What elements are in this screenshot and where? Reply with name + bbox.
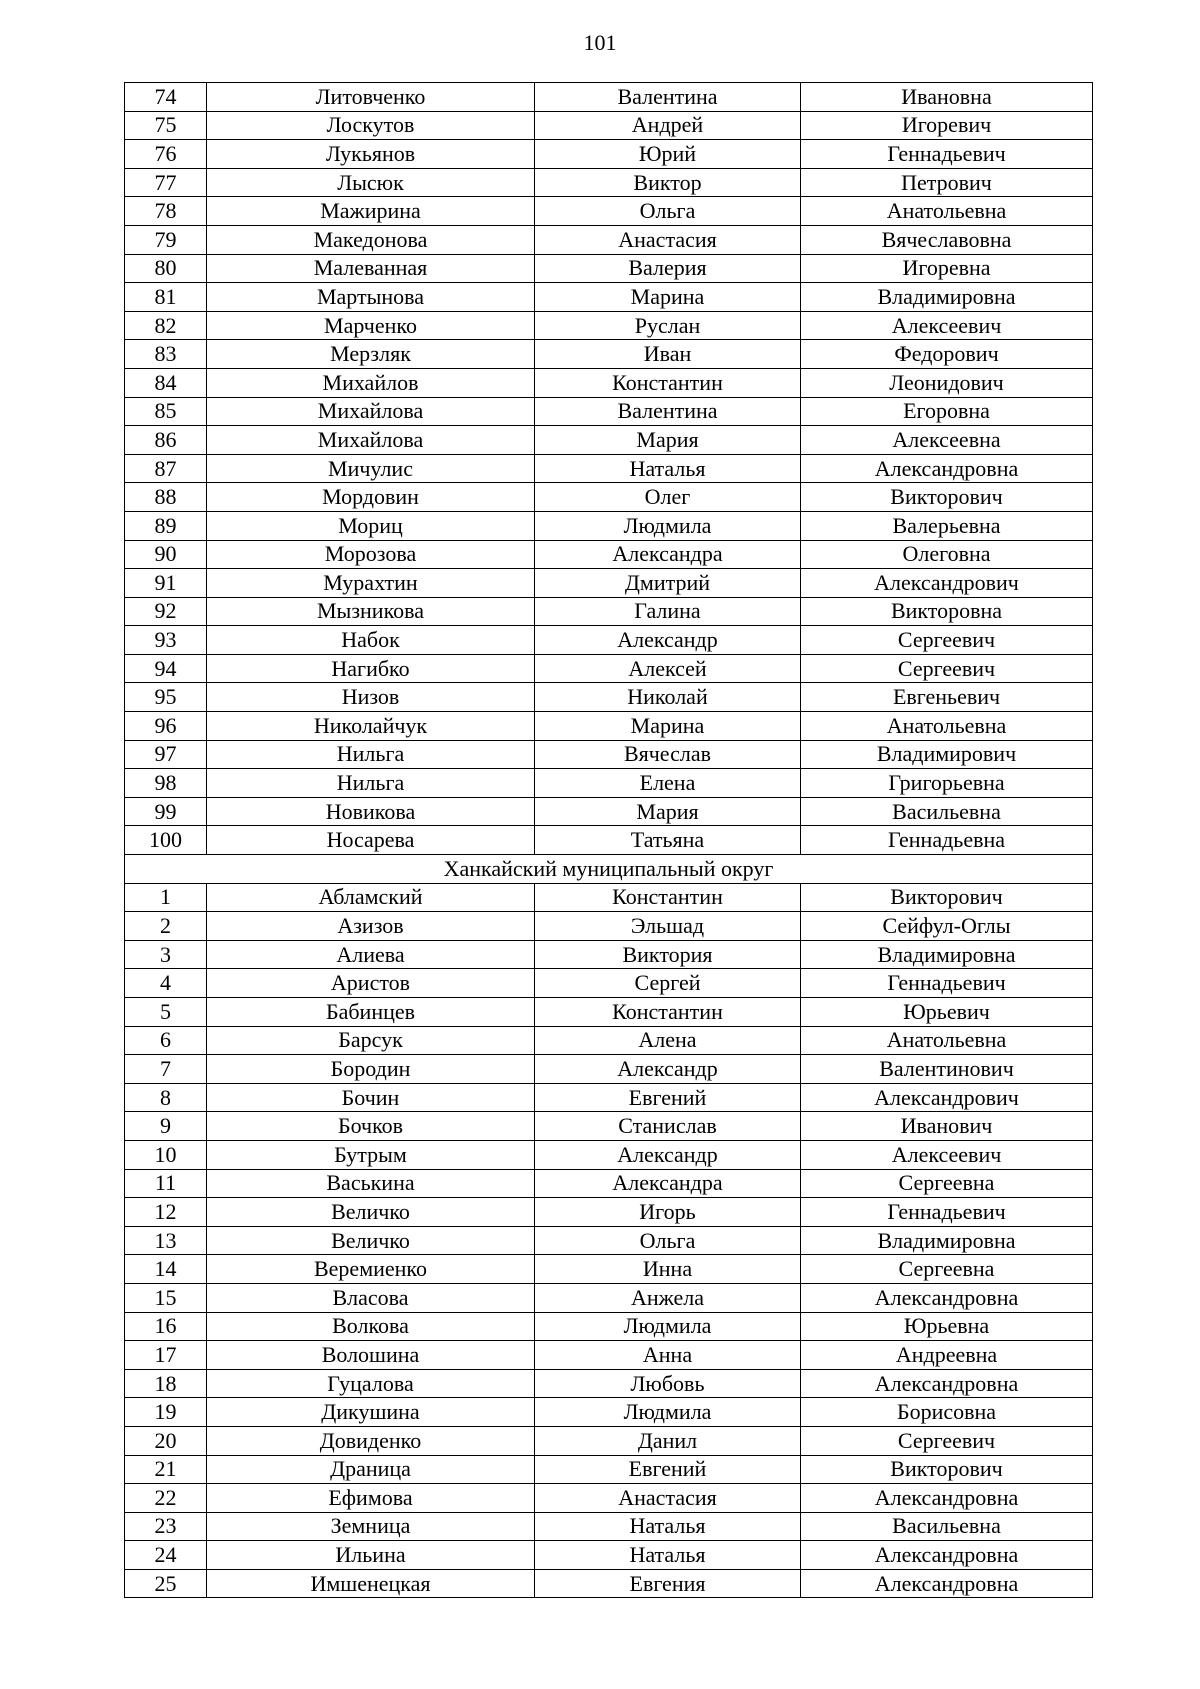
table-row [125, 1484, 1093, 1513]
table-row [125, 197, 1093, 226]
first-name-cell: Виктория [535, 940, 801, 969]
row-number-cell: 16 [125, 1312, 207, 1341]
row-number-cell: 90 [125, 540, 207, 569]
patronymic-cell: Геннадьевич [801, 969, 1093, 998]
last-name-cell: Имшенецкая [207, 1569, 535, 1598]
patronymic-cell: Александрович [801, 1083, 1093, 1112]
row-number-cell: 97 [125, 740, 207, 769]
patronymic-cell: Викторович [801, 1455, 1093, 1484]
row-number-cell: 25 [125, 1569, 207, 1598]
row-number-cell: 24 [125, 1541, 207, 1570]
row-number-cell: 1 [125, 883, 207, 912]
table-row [125, 1569, 1093, 1598]
table-row [125, 1226, 1093, 1255]
first-name-cell: Любовь [535, 1369, 801, 1398]
row-number-cell: 17 [125, 1341, 207, 1370]
table-row [125, 1341, 1093, 1370]
patronymic-cell: Владимировна [801, 283, 1093, 312]
first-name-cell: Ольга [535, 197, 801, 226]
patronymic-cell: Александровна [801, 1541, 1093, 1570]
row-number-cell: 2 [125, 912, 207, 941]
page-number: 101 [583, 30, 617, 55]
last-name-cell: Земница [207, 1512, 535, 1541]
last-name-cell: Бабинцев [207, 998, 535, 1027]
first-name-cell: Ольга [535, 1226, 801, 1255]
first-name-cell: Алена [535, 1026, 801, 1055]
row-number-cell: 84 [125, 368, 207, 397]
patronymic-cell: Алексеевич [801, 1140, 1093, 1169]
last-name-cell: Веремиенко [207, 1255, 535, 1284]
last-name-cell: Барсук [207, 1026, 535, 1055]
patronymic-cell: Владимирович [801, 740, 1093, 769]
table-row [125, 998, 1093, 1027]
patronymic-cell: Сергеевич [801, 1426, 1093, 1455]
patronymic-cell: Иванович [801, 1112, 1093, 1141]
patronymic-cell: Алексеевич [801, 311, 1093, 340]
section-title: Ханкайский муниципальный округ [125, 855, 1093, 884]
row-number-cell: 22 [125, 1484, 207, 1513]
table-row [125, 740, 1093, 769]
last-name-cell: Волкова [207, 1312, 535, 1341]
table-row [125, 1140, 1093, 1169]
patronymic-cell: Владимировна [801, 940, 1093, 969]
first-name-cell: Алексей [535, 654, 801, 683]
table-row [125, 654, 1093, 683]
row-number-cell: 94 [125, 654, 207, 683]
first-name-cell: Евгений [535, 1083, 801, 1112]
last-name-cell: Азизов [207, 912, 535, 941]
first-name-cell: Елена [535, 769, 801, 798]
first-name-cell: Наталья [535, 1541, 801, 1570]
patronymic-cell: Игоревна [801, 254, 1093, 283]
last-name-cell: Власова [207, 1283, 535, 1312]
row-number-cell: 95 [125, 683, 207, 712]
row-number-cell: 83 [125, 340, 207, 369]
row-number-cell: 100 [125, 826, 207, 855]
table-row [125, 111, 1093, 140]
first-name-cell: Людмила [535, 1312, 801, 1341]
last-name-cell: Литовченко [207, 83, 535, 112]
row-number-cell: 10 [125, 1140, 207, 1169]
patronymic-cell: Александровна [801, 454, 1093, 483]
last-name-cell: Морозова [207, 540, 535, 569]
table-row [125, 426, 1093, 455]
table-row [125, 626, 1093, 655]
first-name-cell: Игорь [535, 1198, 801, 1227]
patronymic-cell: Васильевна [801, 1512, 1093, 1541]
last-name-cell: Довиденко [207, 1426, 535, 1455]
patronymic-cell: Федорович [801, 340, 1093, 369]
first-name-cell: Анжела [535, 1283, 801, 1312]
last-name-cell: Алиева [207, 940, 535, 969]
table-row [125, 597, 1093, 626]
patronymic-cell: Александровна [801, 1484, 1093, 1513]
first-name-cell: Сергей [535, 969, 801, 998]
patronymic-cell: Сергеевна [801, 1255, 1093, 1284]
first-name-cell: Виктор [535, 168, 801, 197]
roster-table-body [125, 83, 1093, 1598]
row-number-cell: 81 [125, 283, 207, 312]
patronymic-cell: Егоровна [801, 397, 1093, 426]
row-number-cell: 98 [125, 769, 207, 798]
first-name-cell: Мария [535, 797, 801, 826]
last-name-cell: Мориц [207, 511, 535, 540]
patronymic-cell: Анатольевна [801, 712, 1093, 741]
last-name-cell: Бочин [207, 1083, 535, 1112]
table-row [125, 712, 1093, 741]
first-name-cell: Инна [535, 1255, 801, 1284]
first-name-cell: Галина [535, 597, 801, 626]
table-row [125, 1026, 1093, 1055]
row-number-cell: 77 [125, 168, 207, 197]
patronymic-cell: Ивановна [801, 83, 1093, 112]
first-name-cell: Анна [535, 1341, 801, 1370]
first-name-cell: Валентина [535, 397, 801, 426]
table-row [125, 483, 1093, 512]
last-name-cell: Нильга [207, 769, 535, 798]
row-number-cell: 23 [125, 1512, 207, 1541]
row-number-cell: 78 [125, 197, 207, 226]
row-number-cell: 18 [125, 1369, 207, 1398]
last-name-cell: Михайлова [207, 397, 535, 426]
row-number-cell: 14 [125, 1255, 207, 1284]
patronymic-cell: Юрьевна [801, 1312, 1093, 1341]
first-name-cell: Марина [535, 712, 801, 741]
last-name-cell: Михайлова [207, 426, 535, 455]
first-name-cell: Людмила [535, 511, 801, 540]
last-name-cell: Мичулис [207, 454, 535, 483]
last-name-cell: Новикова [207, 797, 535, 826]
table-row [125, 511, 1093, 540]
last-name-cell: Малеванная [207, 254, 535, 283]
table-row [125, 1112, 1093, 1141]
row-number-cell: 13 [125, 1226, 207, 1255]
table-row [125, 1283, 1093, 1312]
patronymic-cell: Алексеевна [801, 426, 1093, 455]
row-number-cell: 92 [125, 597, 207, 626]
table-row [125, 1369, 1093, 1398]
patronymic-cell: Олеговна [801, 540, 1093, 569]
table-row [125, 140, 1093, 169]
last-name-cell: Бутрым [207, 1140, 535, 1169]
last-name-cell: Мызникова [207, 597, 535, 626]
last-name-cell: Лысюк [207, 168, 535, 197]
last-name-cell: Марченко [207, 311, 535, 340]
patronymic-cell: Васильевна [801, 797, 1093, 826]
last-name-cell: Дикушина [207, 1398, 535, 1427]
table-row [125, 1312, 1093, 1341]
patronymic-cell: Григорьевна [801, 769, 1093, 798]
patronymic-cell: Викторович [801, 883, 1093, 912]
table-row [125, 225, 1093, 254]
patronymic-cell: Валерьевна [801, 511, 1093, 540]
first-name-cell: Александра [535, 1169, 801, 1198]
row-number-cell: 3 [125, 940, 207, 969]
first-name-cell: Данил [535, 1426, 801, 1455]
row-number-cell: 74 [125, 83, 207, 112]
row-number-cell: 91 [125, 569, 207, 598]
first-name-cell: Николай [535, 683, 801, 712]
table-row [125, 969, 1093, 998]
first-name-cell: Константин [535, 883, 801, 912]
table-row [125, 826, 1093, 855]
last-name-cell: Величко [207, 1198, 535, 1227]
table-row [125, 883, 1093, 912]
row-number-cell: 9 [125, 1112, 207, 1141]
first-name-cell: Эльшад [535, 912, 801, 941]
last-name-cell: Бородин [207, 1055, 535, 1084]
first-name-cell: Иван [535, 340, 801, 369]
row-number-cell: 5 [125, 998, 207, 1027]
patronymic-cell: Викторовна [801, 597, 1093, 626]
row-number-cell: 79 [125, 225, 207, 254]
table-row [125, 912, 1093, 941]
patronymic-cell: Евгеньевич [801, 683, 1093, 712]
last-name-cell: Волошина [207, 1341, 535, 1370]
patronymic-cell: Сергеевна [801, 1169, 1093, 1198]
first-name-cell: Валерия [535, 254, 801, 283]
first-name-cell: Вячеслав [535, 740, 801, 769]
patronymic-cell: Александрович [801, 569, 1093, 598]
first-name-cell: Станислав [535, 1112, 801, 1141]
row-number-cell: 76 [125, 140, 207, 169]
last-name-cell: Низов [207, 683, 535, 712]
patronymic-cell: Александровна [801, 1369, 1093, 1398]
first-name-cell: Юрий [535, 140, 801, 169]
table-row [125, 1455, 1093, 1484]
row-number-cell: 11 [125, 1169, 207, 1198]
table-row [125, 83, 1093, 112]
row-number-cell: 93 [125, 626, 207, 655]
row-number-cell: 4 [125, 969, 207, 998]
first-name-cell: Евгений [535, 1455, 801, 1484]
last-name-cell: Аристов [207, 969, 535, 998]
patronymic-cell: Валентинович [801, 1055, 1093, 1084]
last-name-cell: Мордовин [207, 483, 535, 512]
table-row [125, 311, 1093, 340]
table-row [125, 797, 1093, 826]
first-name-cell: Наталья [535, 1512, 801, 1541]
first-name-cell: Марина [535, 283, 801, 312]
last-name-cell: Нагибко [207, 654, 535, 683]
patronymic-cell: Игоревич [801, 111, 1093, 140]
last-name-cell: Мажирина [207, 197, 535, 226]
row-number-cell: 19 [125, 1398, 207, 1427]
roster-table [124, 82, 1093, 1598]
last-name-cell: Ефимова [207, 1484, 535, 1513]
row-number-cell: 86 [125, 426, 207, 455]
row-number-cell: 12 [125, 1198, 207, 1227]
patronymic-cell: Борисовна [801, 1398, 1093, 1427]
row-number-cell: 87 [125, 454, 207, 483]
first-name-cell: Дмитрий [535, 569, 801, 598]
table-row [125, 1169, 1093, 1198]
table-row [125, 1398, 1093, 1427]
first-name-cell: Константин [535, 368, 801, 397]
last-name-cell: Ильина [207, 1541, 535, 1570]
table-row [125, 397, 1093, 426]
row-number-cell: 75 [125, 111, 207, 140]
patronymic-cell: Петрович [801, 168, 1093, 197]
first-name-cell: Людмила [535, 1398, 801, 1427]
table-row [125, 454, 1093, 483]
table-row [125, 1541, 1093, 1570]
first-name-cell: Татьяна [535, 826, 801, 855]
table-row [125, 569, 1093, 598]
last-name-cell: Николайчук [207, 712, 535, 741]
patronymic-cell: Александровна [801, 1283, 1093, 1312]
first-name-cell: Олег [535, 483, 801, 512]
patronymic-cell: Леонидович [801, 368, 1093, 397]
row-number-cell: 8 [125, 1083, 207, 1112]
row-number-cell: 88 [125, 483, 207, 512]
patronymic-cell: Геннадьевич [801, 140, 1093, 169]
patronymic-cell: Сергеевич [801, 626, 1093, 655]
table-row [125, 683, 1093, 712]
patronymic-cell: Геннадьевич [801, 1198, 1093, 1227]
first-name-cell: Евгения [535, 1569, 801, 1598]
table-row [125, 540, 1093, 569]
last-name-cell: Гуцалова [207, 1369, 535, 1398]
first-name-cell: Александра [535, 540, 801, 569]
patronymic-cell: Викторович [801, 483, 1093, 512]
last-name-cell: Драница [207, 1455, 535, 1484]
table-row [125, 1083, 1093, 1112]
last-name-cell: Величко [207, 1226, 535, 1255]
row-number-cell: 80 [125, 254, 207, 283]
last-name-cell: Носарева [207, 826, 535, 855]
last-name-cell: Лоскутов [207, 111, 535, 140]
row-number-cell: 96 [125, 712, 207, 741]
patronymic-cell: Геннадьевна [801, 826, 1093, 855]
last-name-cell: Абламский [207, 883, 535, 912]
row-number-cell: 7 [125, 1055, 207, 1084]
last-name-cell: Лукьянов [207, 140, 535, 169]
table-row [125, 1198, 1093, 1227]
table-row [125, 1426, 1093, 1455]
table-row [125, 1512, 1093, 1541]
row-number-cell: 20 [125, 1426, 207, 1455]
patronymic-cell: Александровна [801, 1569, 1093, 1598]
last-name-cell: Мерзляк [207, 340, 535, 369]
table-row [125, 1055, 1093, 1084]
last-name-cell: Нильга [207, 740, 535, 769]
first-name-cell: Руслан [535, 311, 801, 340]
patronymic-cell: Сергеевич [801, 654, 1093, 683]
row-number-cell: 99 [125, 797, 207, 826]
table-row [125, 168, 1093, 197]
first-name-cell: Александр [535, 1140, 801, 1169]
table-row [125, 769, 1093, 798]
patronymic-cell: Андреевна [801, 1341, 1093, 1370]
table-row [125, 254, 1093, 283]
row-number-cell: 15 [125, 1283, 207, 1312]
patronymic-cell: Юрьевич [801, 998, 1093, 1027]
patronymic-cell: Анатольевна [801, 1026, 1093, 1055]
patronymic-cell: Анатольевна [801, 197, 1093, 226]
first-name-cell: Наталья [535, 454, 801, 483]
patronymic-cell: Владимировна [801, 1226, 1093, 1255]
first-name-cell: Константин [535, 998, 801, 1027]
row-number-cell: 21 [125, 1455, 207, 1484]
last-name-cell: Мартынова [207, 283, 535, 312]
first-name-cell: Андрей [535, 111, 801, 140]
table-row [125, 940, 1093, 969]
row-number-cell: 6 [125, 1026, 207, 1055]
row-number-cell: 85 [125, 397, 207, 426]
last-name-cell: Мурахтин [207, 569, 535, 598]
section-header-row [125, 855, 1093, 884]
first-name-cell: Валентина [535, 83, 801, 112]
last-name-cell: Набок [207, 626, 535, 655]
table-row [125, 283, 1093, 312]
first-name-cell: Александр [535, 626, 801, 655]
table-row [125, 340, 1093, 369]
row-number-cell: 82 [125, 311, 207, 340]
table-row [125, 368, 1093, 397]
last-name-cell: Васькина [207, 1169, 535, 1198]
table-row [125, 1255, 1093, 1284]
last-name-cell: Михайлов [207, 368, 535, 397]
first-name-cell: Александр [535, 1055, 801, 1084]
patronymic-cell: Вячеславовна [801, 225, 1093, 254]
row-number-cell: 89 [125, 511, 207, 540]
first-name-cell: Мария [535, 426, 801, 455]
last-name-cell: Бочков [207, 1112, 535, 1141]
patronymic-cell: Сейфул-Оглы [801, 912, 1093, 941]
last-name-cell: Македонова [207, 225, 535, 254]
first-name-cell: Анастасия [535, 225, 801, 254]
first-name-cell: Анастасия [535, 1484, 801, 1513]
